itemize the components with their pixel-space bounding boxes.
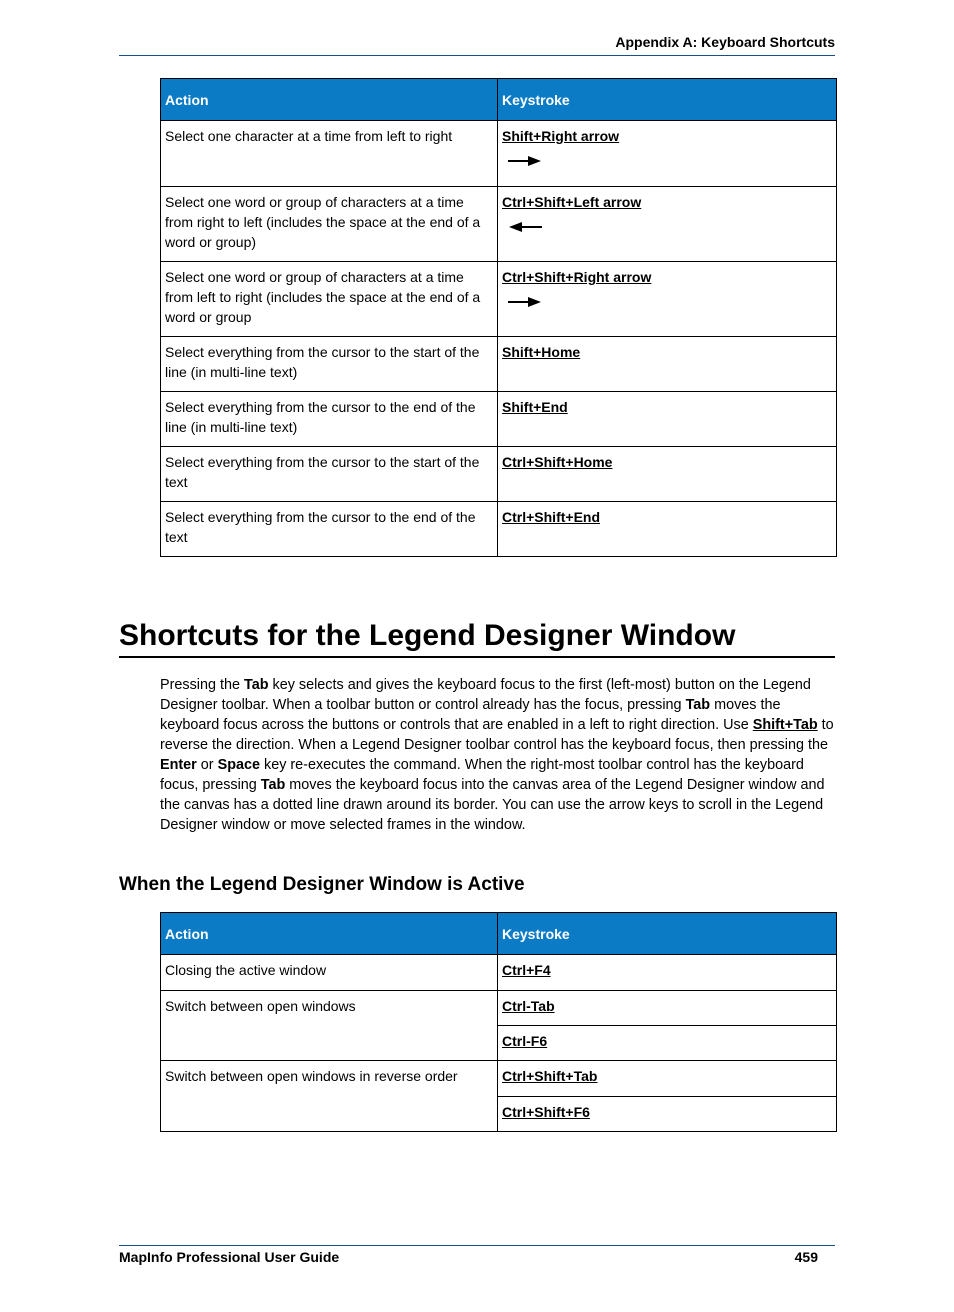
table-row xyxy=(161,502,837,557)
table-row xyxy=(161,187,837,262)
keystroke-cell xyxy=(498,1097,837,1132)
right-arrow-icon xyxy=(508,155,542,167)
table-row xyxy=(161,392,837,447)
header-rule xyxy=(119,55,835,56)
table-row xyxy=(161,447,837,502)
key-term: Enter xyxy=(160,757,197,773)
keystroke-link[interactable]: Shift+Right arrow xyxy=(502,128,620,144)
keystroke-cell xyxy=(498,337,837,392)
keystroke-link[interactable]: Ctrl+Shift+End xyxy=(502,509,601,525)
keystroke-link[interactable]: Ctrl+F4 xyxy=(502,962,551,978)
keystroke-link[interactable]: Ctrl+Shift+Right arrow xyxy=(502,269,652,285)
table-row xyxy=(161,991,837,1026)
action-cell: Select everything from the cursor to the end of the line (in multi-line text) xyxy=(161,392,498,447)
column-header-keystroke: Keystroke xyxy=(498,79,837,121)
action-cell: Switch between open windows in reverse order xyxy=(161,1061,498,1132)
keystroke-link[interactable]: Shift+Home xyxy=(502,344,581,360)
section-paragraph: Pressing the Tab key selects and gives the keyboard focus to the first (left-most) button on the Legend Designer toolbar. When a toolbar button or control already has the focus, pressing Tab moves the keyboard focus across the buttons or controls that are enabled in a left to right direction. Use Shift+Tab to reverse the direction. When a Legend Designer toolbar control has the keyboard focus, then pressing the Enter or Space key re-executes the command. When the right-most toolbar control has the keyboard focus, pressing Tab moves the keyboard focus into the canvas area of the Legend Designer window and the canvas has a dotted line drawn around its border. You can use the arrow keys to scroll in the Legend Designer window or move selected frames in the window. xyxy=(160,677,834,833)
shift-tab-link[interactable]: Shift+Tab xyxy=(752,717,818,733)
left-arrow-icon xyxy=(508,221,542,233)
table-header-row xyxy=(161,913,837,955)
page-number: 459 xyxy=(794,1249,818,1265)
action-cell: Select one character at a time from left to right xyxy=(161,121,498,187)
keystroke-link[interactable]: Shift+End xyxy=(502,399,568,415)
keystroke-cell xyxy=(498,262,837,337)
keystroke-cell xyxy=(498,121,837,187)
footer-guide-title: MapInfo Professional User Guide xyxy=(119,1249,340,1265)
table-row xyxy=(161,262,837,337)
table-row xyxy=(161,121,837,187)
key-term: Tab xyxy=(685,697,711,713)
text-selection-shortcuts-table xyxy=(160,78,837,557)
keystroke-link[interactable]: Ctrl-Tab xyxy=(502,998,555,1014)
keystroke-cell xyxy=(498,447,837,502)
keystroke-link[interactable]: Ctrl+Shift+F6 xyxy=(502,1104,590,1120)
table-row xyxy=(161,337,837,392)
keystroke-cell xyxy=(498,991,837,1026)
keystroke-cell xyxy=(498,955,837,991)
keystroke-link[interactable]: Ctrl+Shift+Home xyxy=(502,454,613,470)
action-cell: Select one word or group of characters at a time from right to left (includes the space at the end of a word or group) xyxy=(161,187,498,262)
right-arrow-icon xyxy=(508,296,542,308)
footer-rule xyxy=(119,1245,835,1246)
table-row xyxy=(161,1061,837,1097)
column-header-keystroke: Keystroke xyxy=(498,913,837,955)
keystroke-link[interactable]: Ctrl+Shift+Tab xyxy=(502,1068,598,1084)
column-header-action: Action xyxy=(161,79,498,121)
action-cell: Select everything from the cursor to the start of the text xyxy=(161,447,498,502)
keystroke-cell xyxy=(498,187,837,262)
key-term: Tab xyxy=(260,777,286,793)
keystroke-cell xyxy=(498,392,837,447)
table-header-row xyxy=(161,79,837,121)
subsection-title: When the Legend Designer Window is Active xyxy=(119,874,525,895)
action-cell: Select one word or group of characters at a time from left to right (includes the space at the end of a word or group xyxy=(161,262,498,337)
legend-window-shortcuts-table xyxy=(160,912,837,1132)
table-row xyxy=(161,955,837,991)
action-cell: Select everything from the cursor to the start of the line (in multi-line text) xyxy=(161,337,498,392)
keystroke-link[interactable]: Ctrl-F6 xyxy=(502,1033,548,1049)
key-term: Tab xyxy=(244,677,269,693)
action-cell: Closing the active window xyxy=(161,955,498,991)
keystroke-cell xyxy=(498,502,837,557)
keystroke-link[interactable]: Ctrl+Shift+Left arrow xyxy=(502,194,642,210)
running-header: Appendix A: Keyboard Shortcuts xyxy=(615,34,835,50)
key-term: Space xyxy=(217,757,260,773)
action-cell: Select everything from the cursor to the end of the text xyxy=(161,502,498,557)
column-header-action: Action xyxy=(161,913,498,955)
action-cell: Switch between open windows xyxy=(161,991,498,1061)
keystroke-cell xyxy=(498,1061,837,1097)
section-title: Shortcuts for the Legend Designer Window xyxy=(119,616,835,658)
keystroke-cell xyxy=(498,1026,837,1061)
